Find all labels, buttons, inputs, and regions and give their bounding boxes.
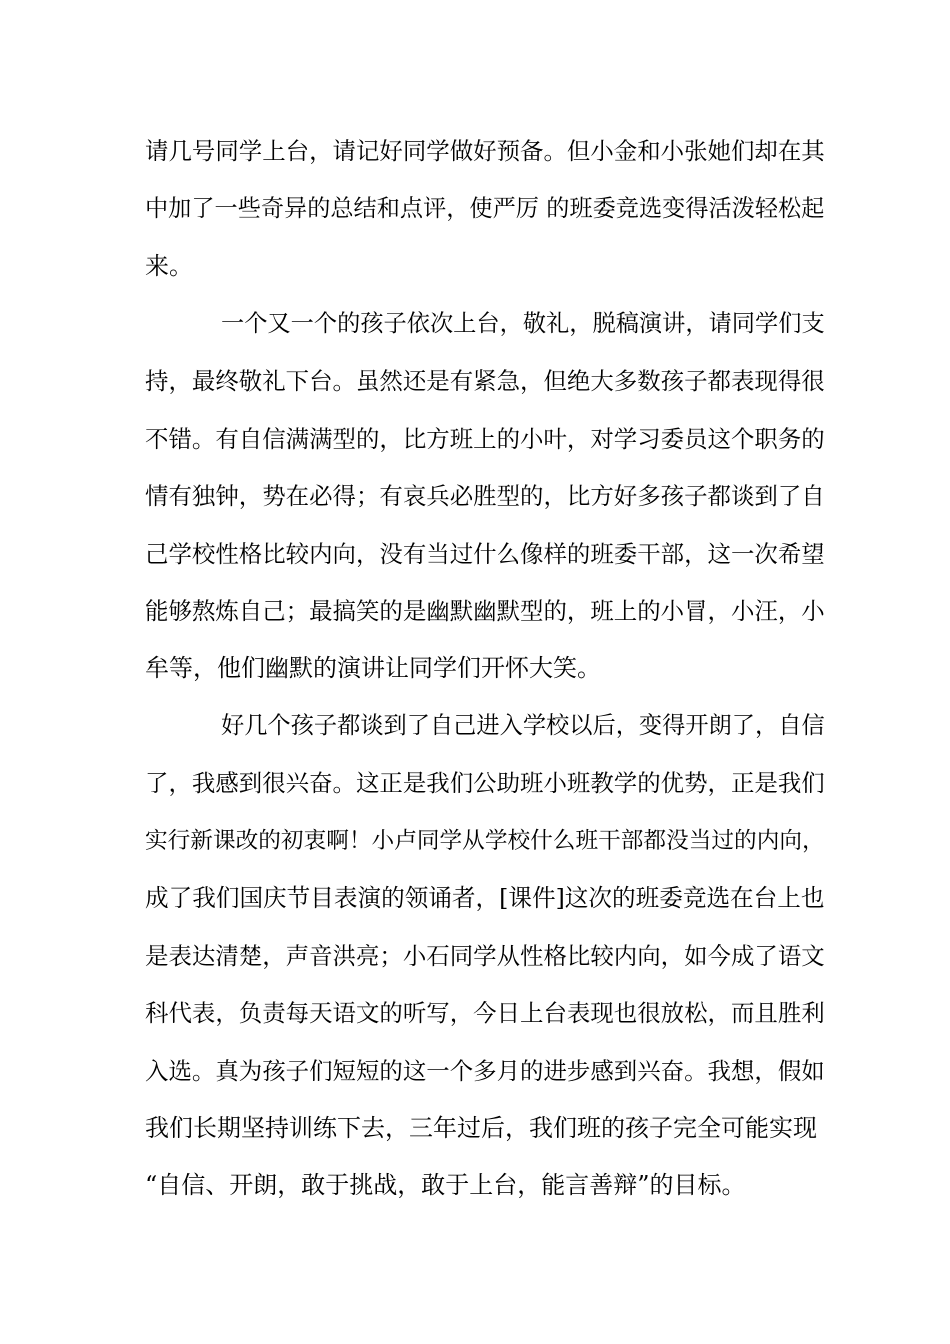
text-line: “自信、开朗，敢于挑战，敢于上台，能言善辩”的目标。 [145, 1171, 746, 1199]
text-line: 入选。真为孩子们短短的这一个多月的进步感到兴奋。我想，假如 [145, 1057, 825, 1085]
text-line: 不错。有自信满满型的，比方班上的小叶，对学习委员这个职务的 [145, 425, 825, 453]
text-line: 实行新课改的初衷啊！小卢同学从学校什么班干部都没当过的内向， [145, 828, 825, 854]
text-line: 了，我感到很兴奋。这正是我们公助班小班教学的优势，正是我们 [145, 769, 825, 797]
text-line: 牟等，他们幽默的演讲让同学们开怀大笑。 [145, 654, 601, 682]
text-line: 成了我们国庆节目表演的领诵者，[课件]这次的班委竞选在台上也 [145, 884, 825, 912]
text-line: 能够熬炼自己；最搞笑的是幽默幽默型的，班上的小冒，小汪，小 [145, 597, 825, 625]
text-line: 是表达清楚，声音洪亮；小石同学从性格比较内向，如今成了语文 [145, 942, 825, 970]
text-line-indented: 好几个孩子都谈到了自己进入学校以后，变得开朗了，自信 [221, 712, 825, 739]
text-line: 我们长期坚持训练下去，三年过后，我们班的孩子完全可能实现 [145, 1114, 817, 1142]
text-line: 己学校性格比较内向，没有当过什么像样的班委干部，这一次希望 [145, 540, 825, 568]
text-line-indented: 一个又一个的孩子依次上台，敬礼，脱稿演讲，请同学们支 [221, 310, 825, 337]
text-line: 中加了一些奇异的总结和点评，使严厉 的班委竞选变得活泼轻松起 [145, 195, 825, 222]
text-line: 科代表，负责每天语文的听写，今日上台表现也很放松，而且胜利 [145, 999, 825, 1027]
text-line: 情有独钟，势在必得；有哀兵必胜型的，比方好多孩子都谈到了自 [145, 482, 825, 510]
text-line: 请几号同学上台，请记好同学做好预备。但小金和小张她们却在其 [145, 137, 825, 165]
text-line: 持，最终敬礼下台。虽然还是有紧急，但绝大多数孩子都表现得很 [145, 367, 825, 395]
text-line: 来。 [145, 252, 193, 280]
